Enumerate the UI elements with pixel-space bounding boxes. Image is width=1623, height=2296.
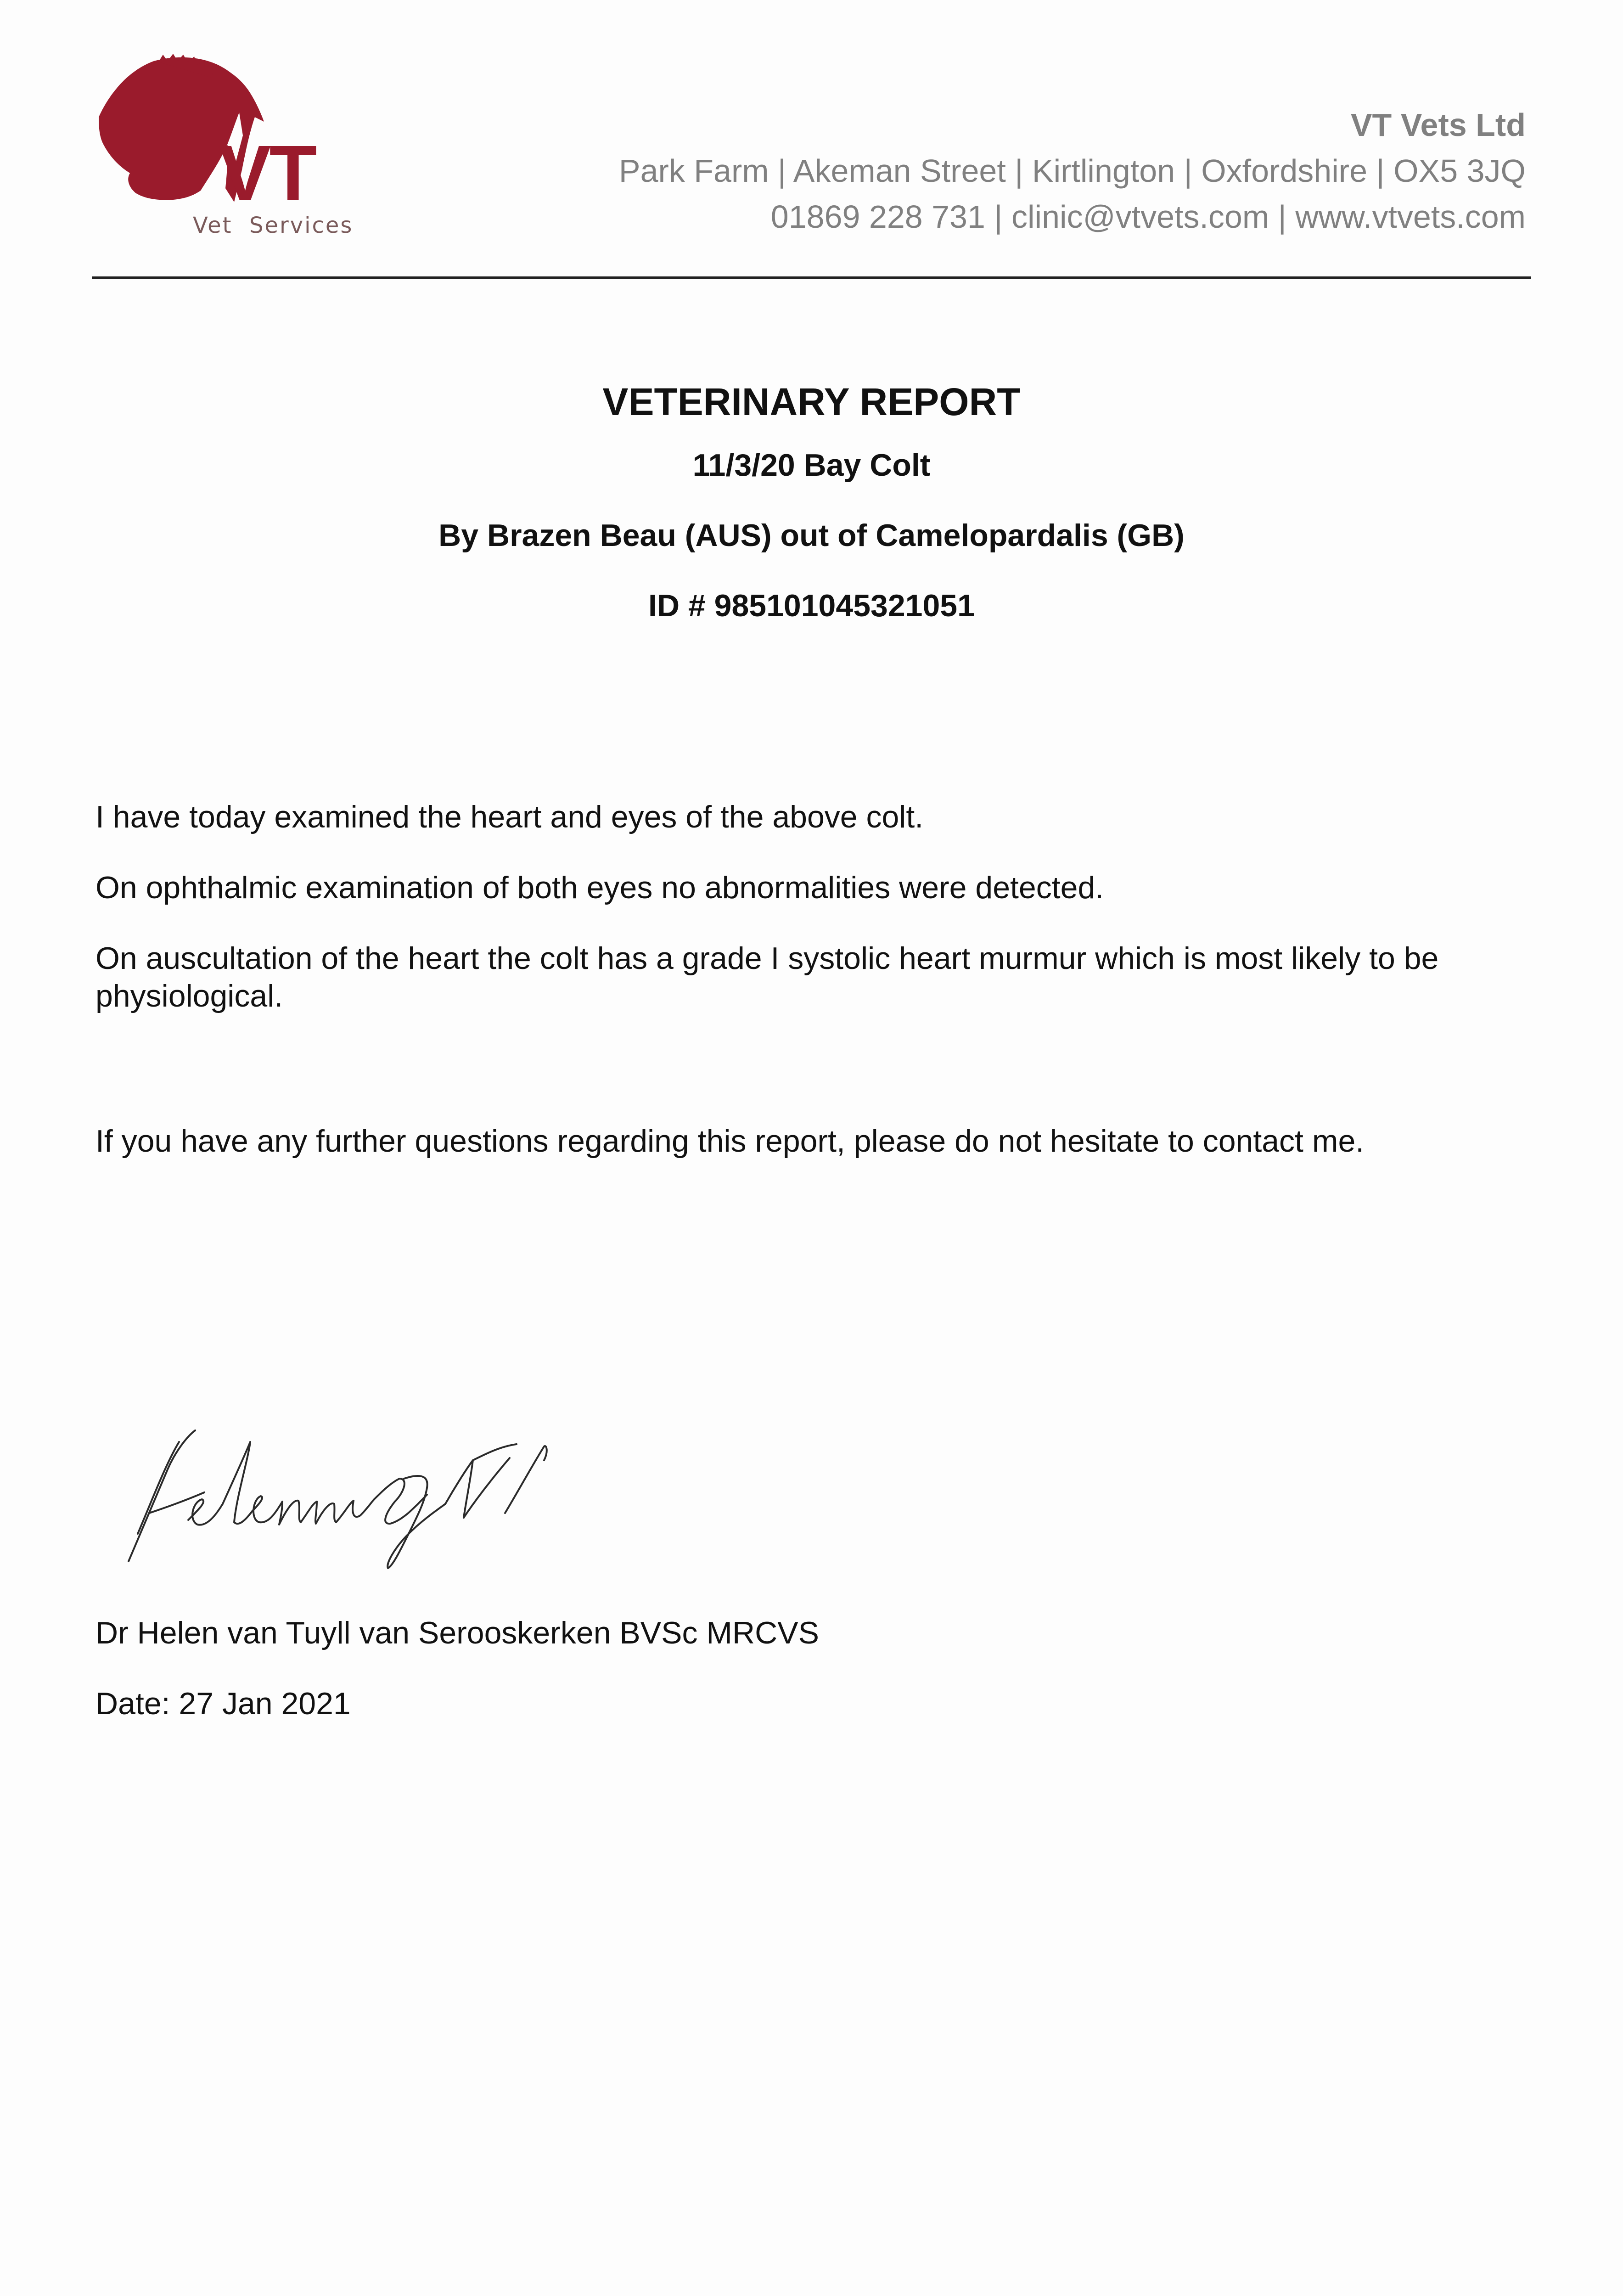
company-name: VT Vets Ltd: [1350, 107, 1526, 143]
horse-description: 11/3/20 Bay Colt: [692, 448, 931, 483]
logo-subtitle: Vet Services: [193, 213, 354, 238]
vet-name: Dr Helen van Tuyll van Serooskerken BVSc MRCVS: [95, 1615, 819, 1650]
vt-logo: [90, 53, 356, 246]
company-address: Park Farm | Akeman Street | Kirtlington | Oxfordshire | OX5 3JQ: [618, 153, 1526, 189]
pedigree: By Brazen Beau (AUS) out of Camelopardalis (GB): [438, 518, 1185, 553]
company-contact: 01869 228 731 | clinic@vtvets.com | www.vtvets.com: [770, 199, 1526, 235]
paragraph-ophthalmic: On ophthalmic examination of both eyes no abnormalities were detected.: [95, 870, 1104, 905]
paragraph-auscultation: On auscultation of the heart the colt has a grade I systolic heart murmur which is most likely to be physiological.: [95, 941, 1439, 1013]
paragraph-closing: If you have any further questions regarding this report, please do not hesitate to contact me.: [95, 1124, 1365, 1159]
report-title: VETERINARY REPORT: [602, 380, 1021, 423]
microchip-id: ID # 985101045321051: [648, 588, 975, 623]
report-date: Date: 27 Jan 2021: [95, 1686, 351, 1721]
signoff: [95, 1614, 819, 1756]
company-details: [619, 102, 1526, 240]
header-divider: [92, 276, 1531, 279]
report-body: [95, 798, 1533, 1193]
handwritten-signature: [124, 1410, 556, 1575]
report-heading: [0, 377, 1623, 655]
paragraph-examination: I have today examined the heart and eyes of the above colt.: [95, 799, 924, 834]
logo-mark: VT: [219, 129, 315, 217]
